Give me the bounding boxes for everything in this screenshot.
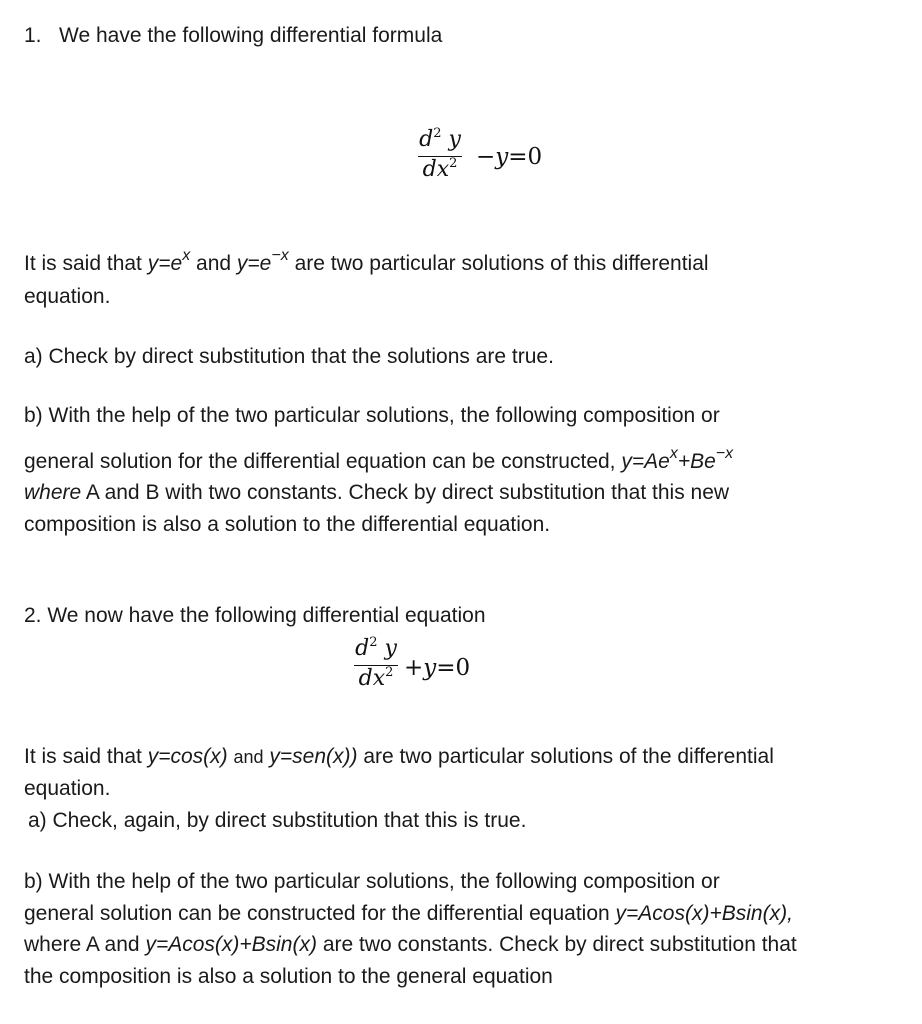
q2-intro-line2: equation. xyxy=(24,777,111,800)
q1-number: 1. xyxy=(24,24,42,47)
q2-part-a: a) Check, again, by direct substitution that this is true. xyxy=(28,809,527,832)
q2-part-b-line2: general solution can be constructed for the differential equation y=Acos(x)+Bsin(x), xyxy=(24,902,793,925)
q2-equation-fraction xyxy=(354,637,398,695)
q1-equation-fraction xyxy=(418,128,462,186)
q1-heading xyxy=(24,20,442,52)
q1-part-b-line1: b) With the help of the two particular solutions, the following composition or xyxy=(24,404,720,427)
q1-equation-rest: −y=0 xyxy=(476,144,543,170)
q2-equation-rest: +y=0 xyxy=(404,655,471,681)
q2-part-b-line4: the composition is also a solution to the general equation xyxy=(24,965,553,988)
q1-part-b-line2: general solution for the differential equation can be constructed, $y=Ae^x+Be^{-x}$ xyxy=(24,445,734,473)
q1-solution-1: $y=e^x$ xyxy=(147,247,191,275)
q1-intro-line1: It is said that $y=e^x$ and $y=e^{-x}$ are two particular solutions of this differential xyxy=(24,247,709,275)
q2-heading: 2. We now have the following differential equation xyxy=(24,604,486,627)
q2-intro-line1: It is said that y=cos(x) and y=sen(x)) are two particular solutions of the differential xyxy=(24,745,774,768)
q2-solution-1: y=cos(x) xyxy=(147,745,228,768)
q1-part-a: a) Check by direct substitution that the solutions are true. xyxy=(24,345,554,368)
q1-heading-text: We have the following differential formula xyxy=(59,24,443,47)
q2-general-solution: y=Acos(x)+Bsin(x), xyxy=(615,902,793,925)
q1-general-solution: $y=Ae^x+Be^{-x}$ xyxy=(621,445,734,473)
q1-solution-2: $y=e^{-x}$ xyxy=(236,247,289,275)
q2-equation-denominator: $dx^2$ xyxy=(358,665,394,691)
q1-equation-denominator: $dx^2$ xyxy=(422,156,458,182)
q1-part-b-line3: where A and B with two constants. Check by direct substitution that this new xyxy=(24,481,730,504)
q1-intro-line2: equation. xyxy=(24,285,111,308)
q2-part-b-line3: where A and y=Acos(x)+Bsin(x) are two constants. Check by direct substitution that xyxy=(24,933,797,956)
q1-part-b-line4: composition is also a solution to the differential equation. xyxy=(24,513,551,536)
q2-part-b-line1: b) With the help of the two particular solutions, the following composition or xyxy=(24,870,720,893)
q2-solution-2: y=sen(x)) xyxy=(269,745,358,768)
q1-equation-numerator: $d^2$ y xyxy=(418,128,462,157)
q2-equation-numerator: $d^2$ y xyxy=(354,637,398,666)
